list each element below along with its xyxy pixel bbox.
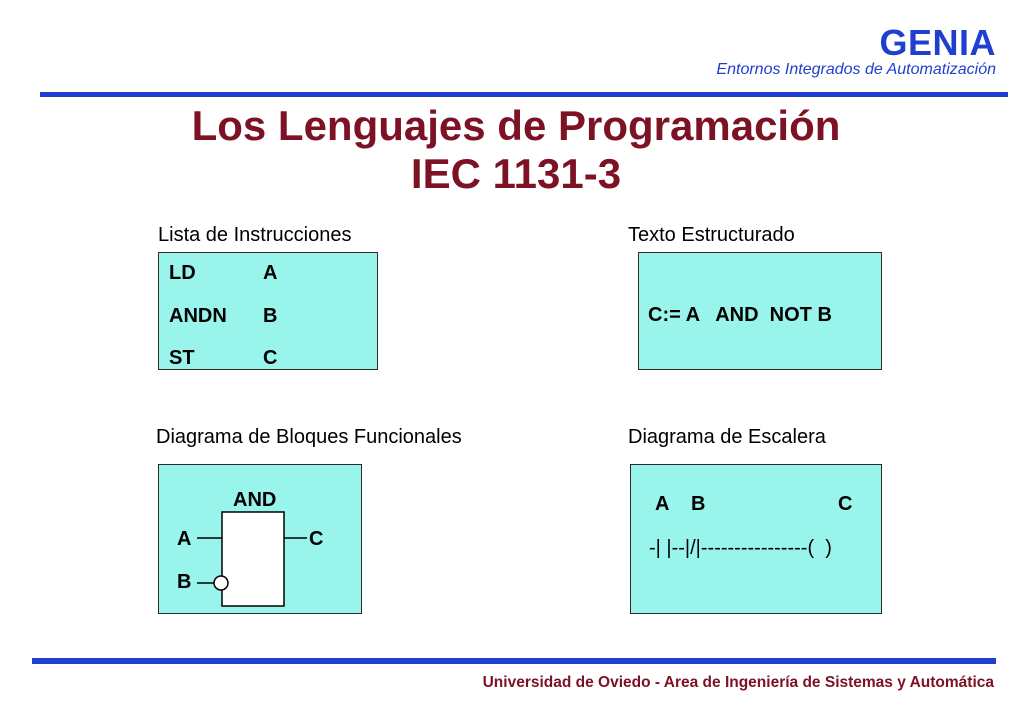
slide-title-line2: IEC 1131-3	[410, 150, 622, 197]
il-op-1: LD	[169, 262, 196, 284]
il-box	[158, 252, 378, 370]
fbd-block-name: AND	[233, 489, 277, 511]
top-divider	[40, 92, 1008, 97]
ld-var-a: A	[655, 493, 670, 515]
ld-var-b: B	[691, 493, 706, 515]
brand-logo-text: GENIA	[879, 22, 996, 63]
ld-rung: -| |--|/|----------------( )	[649, 537, 832, 559]
il-op-2: ANDN	[169, 305, 227, 327]
slide-title-line1: Los Lenguajes de Programación	[191, 102, 841, 149]
st-box	[638, 252, 882, 370]
il-label: Lista de Instrucciones	[158, 224, 352, 246]
st-label: Texto Estructurado	[628, 224, 795, 246]
ld-label: Diagrama de Escalera	[628, 426, 826, 448]
brand-subtitle: Entornos Integrados de Automatización	[716, 61, 996, 78]
footer-text: Universidad de Oviedo - Area de Ingeniería de Sistemas y Automática	[482, 674, 994, 691]
negation-circle	[214, 576, 228, 590]
fbd-output-c: C	[309, 528, 324, 550]
il-arg-2: B	[263, 305, 278, 327]
il-op-3: ST	[169, 347, 195, 369]
fbd-box	[158, 464, 362, 614]
ld-box	[630, 464, 882, 614]
bottom-divider	[32, 658, 996, 664]
ld-var-c: C	[838, 493, 853, 515]
il-arg-1: A	[263, 262, 278, 284]
fbd-input-a: A	[177, 528, 192, 550]
and-block	[222, 512, 284, 606]
fbd-input-b: B	[177, 571, 192, 593]
st-code: C:= A AND NOT B	[648, 304, 832, 326]
il-arg-3: C	[263, 347, 278, 369]
fbd-label: Diagrama de Bloques Funcionales	[156, 426, 462, 448]
